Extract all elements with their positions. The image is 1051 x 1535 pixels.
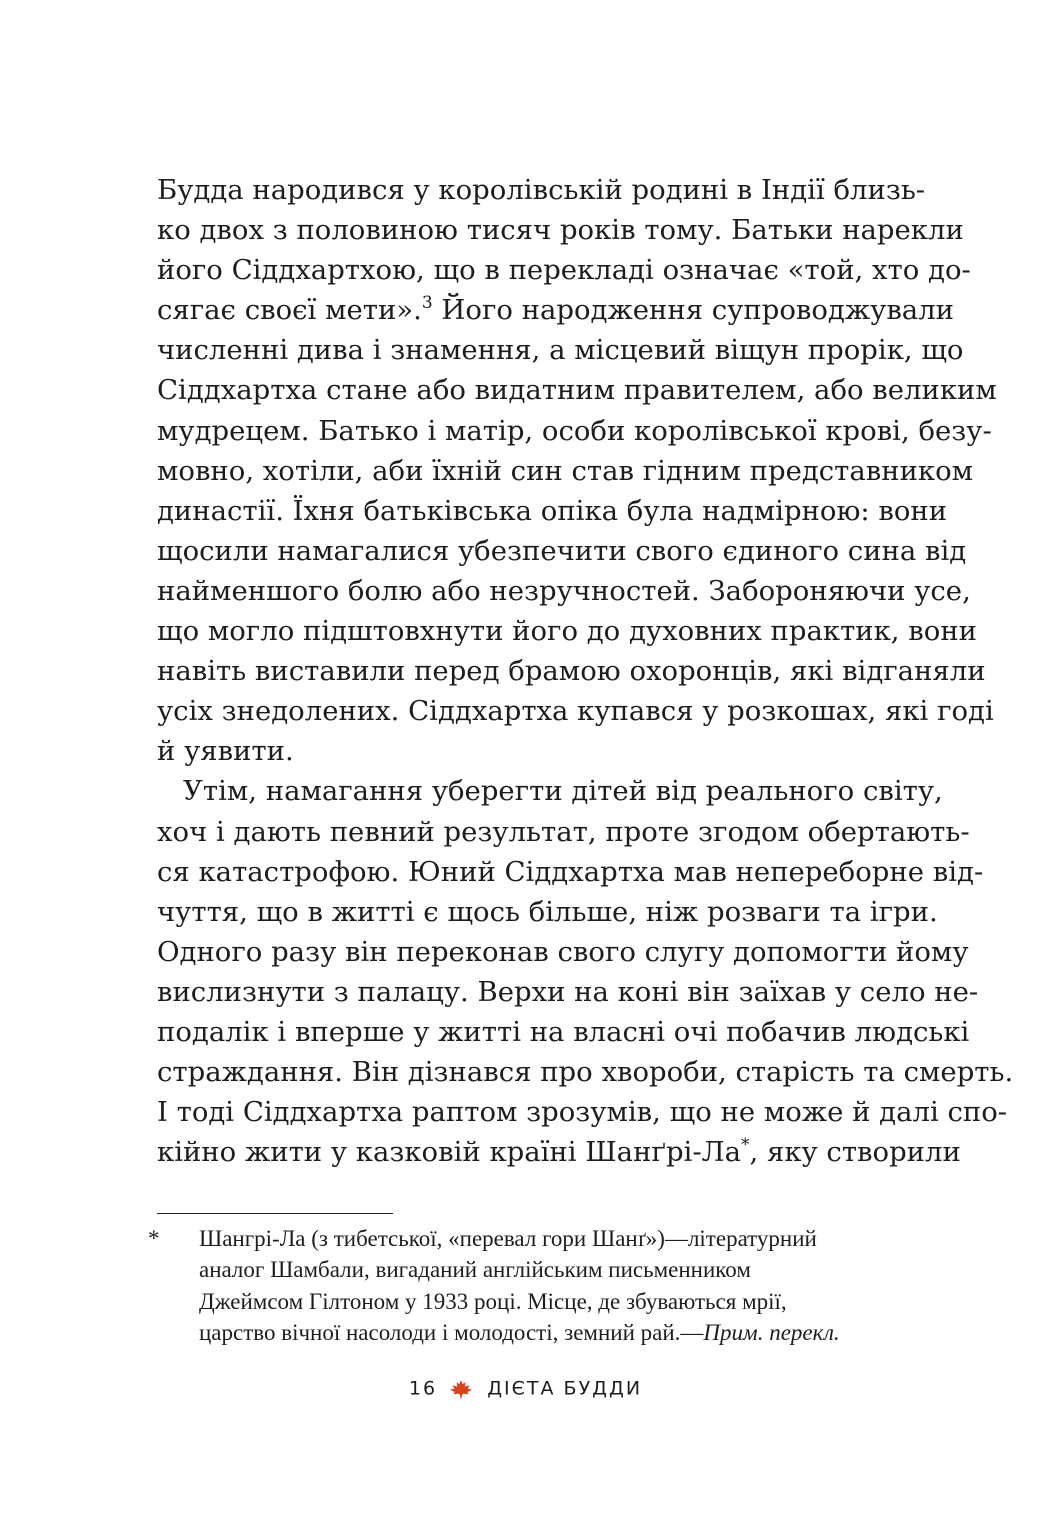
text-line: Одного разу він переконав свого слугу допомогти йому (157, 935, 969, 968)
footnote-line: Шангрі-Ла (з тибетської, «перевал гори Шанґ»)—літературний (199, 1226, 817, 1251)
text-line: що могло підштовхнути його до духовних практик, вони (157, 615, 977, 648)
footnote-segment: царство вічної насолоди і молодості, земний рай.— (199, 1319, 704, 1345)
text-line: І тоді Сіддхартха раптом зрозумів, що не може й далі спо- (157, 1096, 1008, 1129)
text-segment: сягає своєї мети». (157, 294, 422, 327)
maple-leaf-icon (449, 1379, 473, 1399)
footnote-line: Джеймсом Гілтоном у 1933 році. Місце, де збуваються мрії, (199, 1288, 787, 1314)
text-line: хоч і дають певний результат, проте згодом обертають- (157, 815, 970, 848)
text-segment: , яку створили (749, 1136, 961, 1169)
text-segment: кійно жити у казковій країні Шанґрі-Ла (157, 1136, 741, 1169)
text-line: мудрецем. Батько і матір, особи королівської крові, безу- (157, 414, 992, 447)
footnote-line: аналог Шамбали, вигаданий англійським письменником (199, 1257, 751, 1283)
footnote-text (199, 1223, 904, 1348)
translator-note: Прим. перекл. (703, 1319, 840, 1345)
text-line: й уявити. (157, 735, 294, 768)
footnote-mark: * (148, 1226, 160, 1251)
running-footer (0, 1373, 1051, 1404)
text-line: мовно, хотіли, аби їхній син став гідним представником (157, 454, 974, 487)
text-line: ко двох з половиною тисяч років тому. Батьки нарекли (157, 214, 964, 247)
text-line: навіть виставили перед брамою охоронців, які відганяли (157, 655, 986, 688)
text-line: чуття, що в житті є щось більше, ніж розваги та ігри. (157, 895, 938, 928)
text-line: Сіддхартха стане або видатним правителем, або великим (157, 374, 997, 407)
page-number: 16 (408, 1377, 438, 1400)
text-line: страждання. Він дізнався про хвороби, старість та смерть. (157, 1056, 1014, 1089)
text-line (157, 290, 955, 330)
text-line: усіх знедолених. Сіддхартха купався у розкошах, які годі (157, 695, 994, 728)
footnote-reference: * (740, 1135, 750, 1156)
text-line: вислизнути з палацу. Верхи на коні він заїхав у село не- (157, 975, 979, 1008)
footnote-line (199, 1317, 904, 1348)
main-text (157, 170, 1014, 1172)
text-line: щосили намагалися убезпечити свого єдиного сина від (157, 534, 967, 567)
text-segment: Його народження супроводжували (432, 294, 955, 327)
text-line: Будда народився у королівській родині в Індії близь- (157, 174, 926, 206)
book-title: ДІЄТА БУДДИ (487, 1377, 643, 1400)
text-line (157, 1132, 961, 1172)
text-line: Утім, намагання уберегти дітей від реального світу, (183, 775, 943, 808)
footnote-separator (157, 1213, 393, 1214)
note-reference: 3 (421, 293, 433, 314)
text-line: найменшого болю або незручностей. Забороняючи усе, (157, 574, 971, 607)
text-line: його Сіддхартхою, що в перекладі означає «той, хто до- (157, 254, 971, 287)
text-line: ся катастрофою. Юний Сіддхартха мав непереборне від- (157, 855, 984, 888)
text-line: численні дива і знамення, а місцевий віщун прорік, що (157, 334, 964, 367)
text-line: династії. Їхня батьківська опіка була надмірною: вони (157, 494, 948, 527)
text-line: подалік і вперше у житті на власні очі побачив людські (157, 1015, 970, 1048)
